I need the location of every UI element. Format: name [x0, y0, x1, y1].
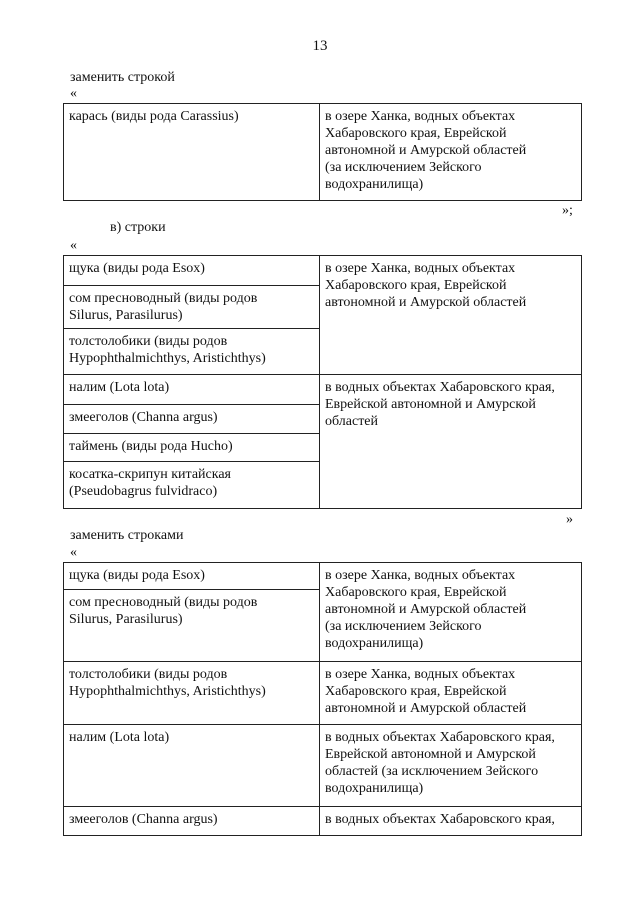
replace-line-text: заменить строкой: [70, 70, 175, 85]
area-cell: в озере Ханка, водных объектах Хабаровского края, Еврейской автономной и Амурской областей: [320, 256, 582, 375]
table-crucian: [63, 103, 582, 201]
species-cell: таймень (виды рода Hucho): [64, 434, 320, 462]
species-cell: змееголов (Channa argus): [64, 405, 320, 434]
species-cell: сом пресноводный (виды родов Silurus, Parasilurus): [64, 286, 320, 329]
replace-lines-text: заменить строками: [70, 528, 184, 543]
area-cell: в водных объектах Хабаровского края, Еврейской автономной и Амурской областей (за исключением Зейского водохранилища): [320, 725, 582, 807]
subpoint-v: в) строки: [110, 220, 166, 235]
species-cell: налим (Lota lota): [64, 725, 320, 807]
species-cell: карась (виды рода Carassius): [64, 104, 320, 201]
species-cell: змееголов (Channa argus): [64, 807, 320, 836]
table-row: [64, 725, 582, 807]
table-row: [64, 563, 582, 590]
species-cell: щука (виды рода Esox): [64, 256, 320, 286]
table-row: [64, 662, 582, 725]
close-quote-1: »;: [562, 203, 573, 218]
table-row: [64, 256, 582, 286]
table-row: [64, 104, 582, 201]
close-quote-2: »: [566, 512, 573, 527]
open-quote-3: «: [70, 545, 77, 560]
species-cell: щука (виды рода Esox): [64, 563, 320, 590]
table-current-lines: [63, 255, 582, 509]
table-row: [64, 375, 582, 405]
area-cell: в озере Ханка, водных объектах Хабаровского края, Еврейской автономной и Амурской областей (за исключением Зейского водохранилища): [320, 563, 582, 662]
area-cell: в водных объектах Хабаровского края,: [320, 807, 582, 836]
table-new-lines: [63, 562, 582, 836]
open-quote-2: «: [70, 238, 77, 253]
open-quote-1: «: [70, 86, 77, 101]
area-cell: в озере Ханка, водных объектах Хабаровского края, Еврейской автономной и Амурской областей (за исключением Зейского водохранилища): [320, 104, 582, 201]
species-cell: сом пресноводный (виды родов Silurus, Parasilurus): [64, 590, 320, 662]
area-cell: в водных объектах Хабаровского края, Еврейской автономной и Амурской областей: [320, 375, 582, 509]
table-row: [64, 807, 582, 836]
species-cell: косатка-скрипун китайская (Pseudobagrus fulvidraco): [64, 462, 320, 509]
area-cell: в озере Ханка, водных объектах Хабаровского края, Еврейской автономной и Амурской областей: [320, 662, 582, 725]
species-cell: толстолобики (виды родов Hypophthalmichthys, Aristichthys): [64, 662, 320, 725]
page-number: 13: [312, 38, 328, 54]
species-cell: налим (Lota lota): [64, 375, 320, 405]
species-cell: толстолобики (виды родов Hypophthalmichthys, Aristichthys): [64, 329, 320, 375]
